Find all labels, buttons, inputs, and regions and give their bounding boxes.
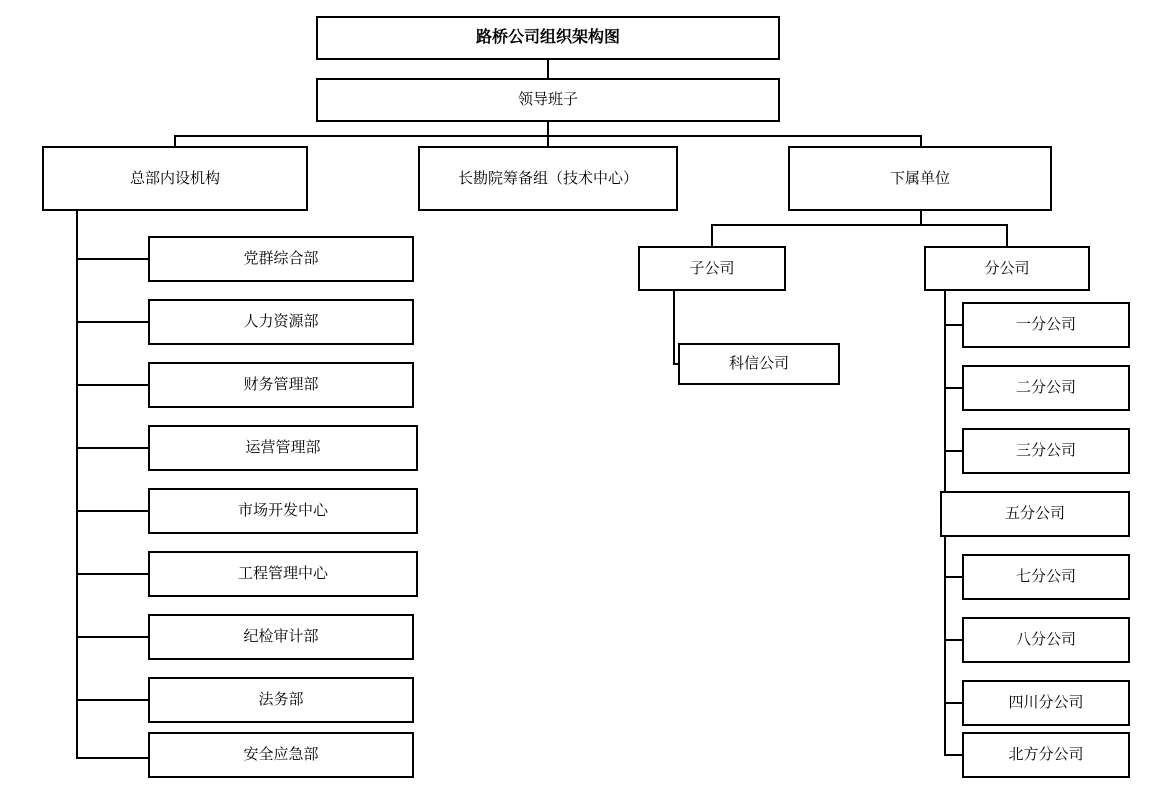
node-subordinate: 下属单位 — [788, 146, 1052, 211]
connector-hq-dept-5 — [76, 573, 148, 575]
connector-hq-spine — [76, 211, 78, 759]
connector-hq-dept-2 — [76, 384, 148, 386]
node-leadership: 领导班子 — [316, 78, 780, 122]
node-branch: 分公司 — [924, 246, 1090, 291]
connector-hq-dept-3 — [76, 447, 148, 449]
node-subsidiary: 子公司 — [638, 246, 786, 291]
connector-bus-tech — [547, 135, 549, 146]
connector-title-leadership — [547, 60, 549, 78]
connector-branch-0 — [944, 324, 964, 326]
connector-subordinate-subsidiary — [711, 224, 713, 246]
connector-branch-2 — [944, 450, 964, 452]
node-hq-dept-7: 法务部 — [148, 677, 414, 723]
connector-branch-6 — [944, 702, 964, 704]
node-branch-4: 七分公司 — [962, 554, 1130, 600]
connector-hq-dept-4 — [76, 510, 148, 512]
node-hq-dept-0: 党群综合部 — [148, 236, 414, 282]
connector-subordinate-split — [711, 224, 1007, 226]
node-kexin: 科信公司 — [678, 343, 840, 385]
connector-branch-5 — [944, 639, 964, 641]
node-branch-6: 四川分公司 — [962, 680, 1130, 726]
connector-bus-subordinate — [920, 135, 922, 146]
node-hq-dept-5: 工程管理中心 — [148, 551, 418, 597]
node-branch-3: 五分公司 — [940, 491, 1130, 537]
node-hq-dept-8: 安全应急部 — [148, 732, 414, 778]
node-hq-dept-1: 人力资源部 — [148, 299, 414, 345]
connector-branch-7 — [944, 754, 964, 756]
connector-subordinate-branch — [1006, 224, 1008, 246]
node-hq-dept-4: 市场开发中心 — [148, 488, 418, 534]
connector-subordinate-bus — [920, 211, 922, 225]
connector-subsidiary-spine — [673, 291, 675, 364]
connector-branch-1 — [944, 387, 964, 389]
node-hq-dept-2: 财务管理部 — [148, 362, 414, 408]
connector-branch-4 — [944, 576, 964, 578]
node-branch-0: 一分公司 — [962, 302, 1130, 348]
connector-hq-dept-0 — [76, 258, 148, 260]
node-branch-7: 北方分公司 — [962, 732, 1130, 778]
node-tech-center: 长勘院筹备组（技术中心） — [418, 146, 678, 211]
connector-hq-dept-1 — [76, 321, 148, 323]
node-branch-1: 二分公司 — [962, 365, 1130, 411]
node-title: 路桥公司组织架构图 — [316, 16, 780, 60]
node-hq-dept-6: 纪检审计部 — [148, 614, 414, 660]
connector-hq-dept-8 — [76, 757, 148, 759]
node-hq-dept-3: 运营管理部 — [148, 425, 418, 471]
connector-hq-dept-7 — [76, 699, 148, 701]
node-branch-2: 三分公司 — [962, 428, 1130, 474]
connector-bus-hq — [174, 135, 176, 146]
connector-leadership-bus — [547, 122, 549, 136]
connector-hq-dept-6 — [76, 636, 148, 638]
node-branch-5: 八分公司 — [962, 617, 1130, 663]
node-hq: 总部内设机构 — [42, 146, 308, 211]
